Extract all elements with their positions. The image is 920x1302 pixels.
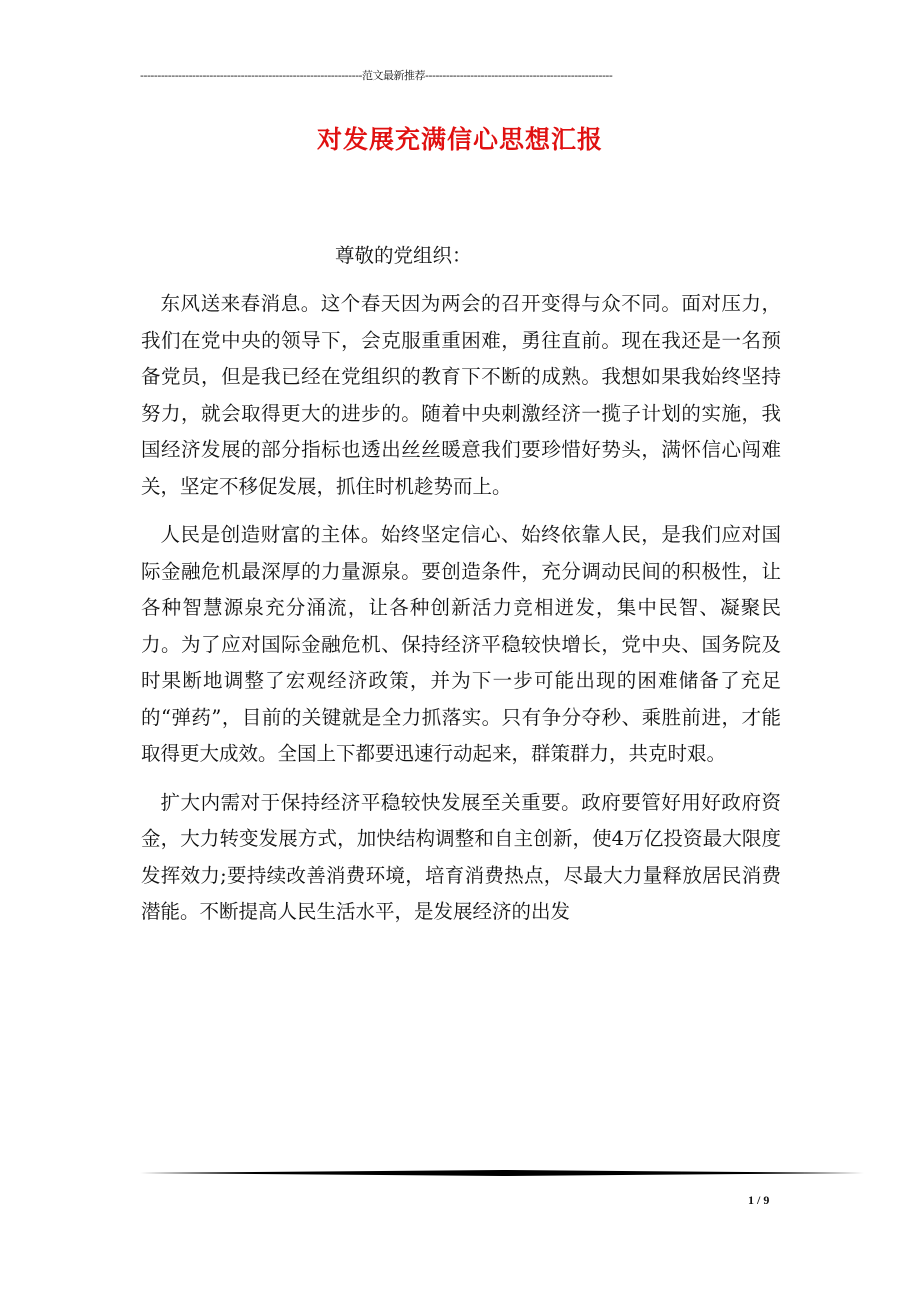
paragraph-1: 东风送来春消息。这个春天因为两会的召开变得与众不同。面对压力，我们在党中央的领导下，会克服重重困难，勇往直前。现在我还是一名预备党员，但是我已经在党组织的教育下不断的成熟。我想如果我始终坚持努力，就会取得更大的进步的。随着中央刺激经济一揽子计划的实施，我国经济发展的部分指标也透出丝丝暖意我们要珍惜好势头，满怀信心闯难关，坚定不移促发展，抓住时机趁势而上。 [141, 292, 781, 498]
document-body [141, 286, 781, 943]
document-title: 对发展充满信心思想汇报 [316, 125, 603, 154]
paragraph-3: 扩大内需对于保持经济平稳较快发展至关重要。政府要管好用好政府资金，大力转变发展方式，加快结构调整和自主创新，使4万亿投资最大限度发挥效力;要持续改善消费环境，培育消费热点，尽最大力量释放居民消费潜能。不断提高人民生活水平，是发展经济的出发 [141, 790, 781, 923]
page-number: 1 / 9 [748, 1193, 770, 1207]
footer-divider [140, 1170, 864, 1176]
salutation: 尊敬的党组织： [335, 244, 472, 267]
paragraph-2: 人民是创造财富的主体。始终坚定信心、始终依靠人民，是我们应对国际金融危机最深厚的力量源泉。要创造条件，充分调动民间的积极性，让各种智慧源泉充分涌流，让各种创新活力竞相迸发，集中民智、凝聚民力。为了应对国际金融危机、保持经济平稳较快增长，党中央、国务院及时果断地调整了宏观经济政策，并为下一步可能出现的困难储备了充足的“弹药”，目前的关键就是全力抓落实。只有争分夺秒、乘胜前进，才能取得更大成效。全国上下都要迅速行动起来，群策群力，共克时艰。 [141, 523, 781, 765]
header-banner: ----------------------------------------------------------------范文最新推荐------------------------------------------------------ [140, 69, 613, 82]
